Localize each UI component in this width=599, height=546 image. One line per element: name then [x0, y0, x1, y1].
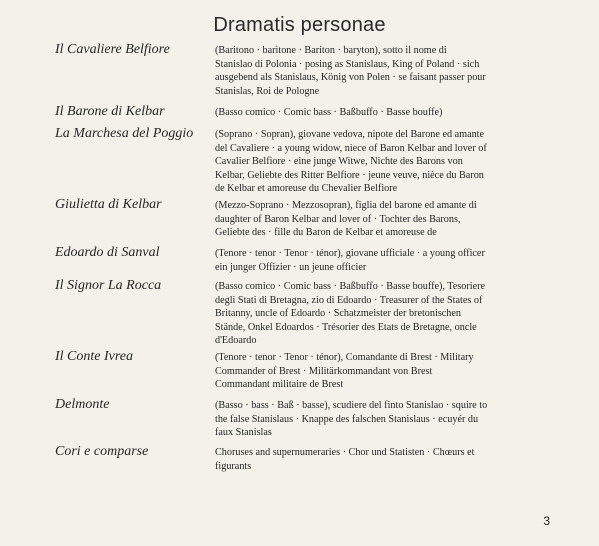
character-description: (Basso comico · Comic bass · Baßbuffo · Basse bouffe), Tesoriere degli Stati di Bretagna, zio di Edoardo · Treasurer of the States of Britanny, uncle of Edoardo · Schatzmeister der bretonischen Stände, Onkel Edoardos · Trésorier des Etats de Bretagne, oncle d'Edoardo: [215, 281, 486, 346]
character-description: (Tenore · tenor · Tenor · ténor), giovane ufficiale · a young officer ein junger Offizier · un jeune officier: [215, 248, 485, 273]
character-description: (Mezzo-Soprano · Mezzosopran), figlia del barone ed amante di daughter of Baron Kelbar and lover of · Tochter des Barons, Geliebte des · fille du Baron de Kelbar et amoreuse de: [215, 200, 477, 238]
character-name: Il Signor La Rocca: [55, 278, 162, 293]
character-name: Delmonte: [55, 397, 110, 412]
character-name: Edoardo di Sanval: [55, 245, 160, 260]
character-description: Choruses and supernumeraries · Chor und Statisten · Chœurs et figurants: [215, 447, 475, 472]
character-description: (Soprano · Sopran), giovane vedova, nipote del Barone ed amante del Cavaliere · a young widow, niece of Baron Kelbar and lover of Cavalier Belfiore · eine junge Witwe, Nichte des Barons von Kelbar, Geliebte des Ritter Belfiore · jeune veuve, nièce du Baron de Kelbar et amoreuse du Chevalier Belfiore: [215, 129, 487, 194]
character-name: Cori e comparse: [55, 444, 149, 459]
character-name: Il Conte Ivrea: [55, 349, 134, 364]
character-name: Il Cavaliere Belfiore: [55, 42, 170, 57]
character-description: (Basso comico · Comic bass · Baßbuffo · Basse bouffe): [215, 107, 443, 118]
character-name: Il Barone di Kelbar: [55, 104, 165, 119]
character-description: (Basso · bass · Baß · basse), scudiere del finto Stanislao · squire to the false Stanislaus · Knappe des falschen Stanislaus · ecuyér du faux Stanislas: [215, 400, 488, 438]
page-number: 3: [543, 514, 550, 528]
page-title: Dramatis personae: [213, 14, 386, 36]
character-description: (Baritono · baritone · Bariton · baryton), sotto il nome di Stanislao di Polonia · posing as Stanislaus, King of Poland · sich ausgebend als Stanislaus, König von Polen · se faisant passer pour Stanislas, Roi de Pologne: [215, 45, 486, 97]
character-name: Giulietta di Kelbar: [55, 197, 162, 212]
character-name: La Marchesa del Poggio: [55, 126, 194, 141]
character-description: (Tenore · tenor · Tenor · ténor), Comandante di Brest · Military Commander of Brest · Militärkommandant von Brest Commandant militaire de Brest: [215, 352, 474, 390]
